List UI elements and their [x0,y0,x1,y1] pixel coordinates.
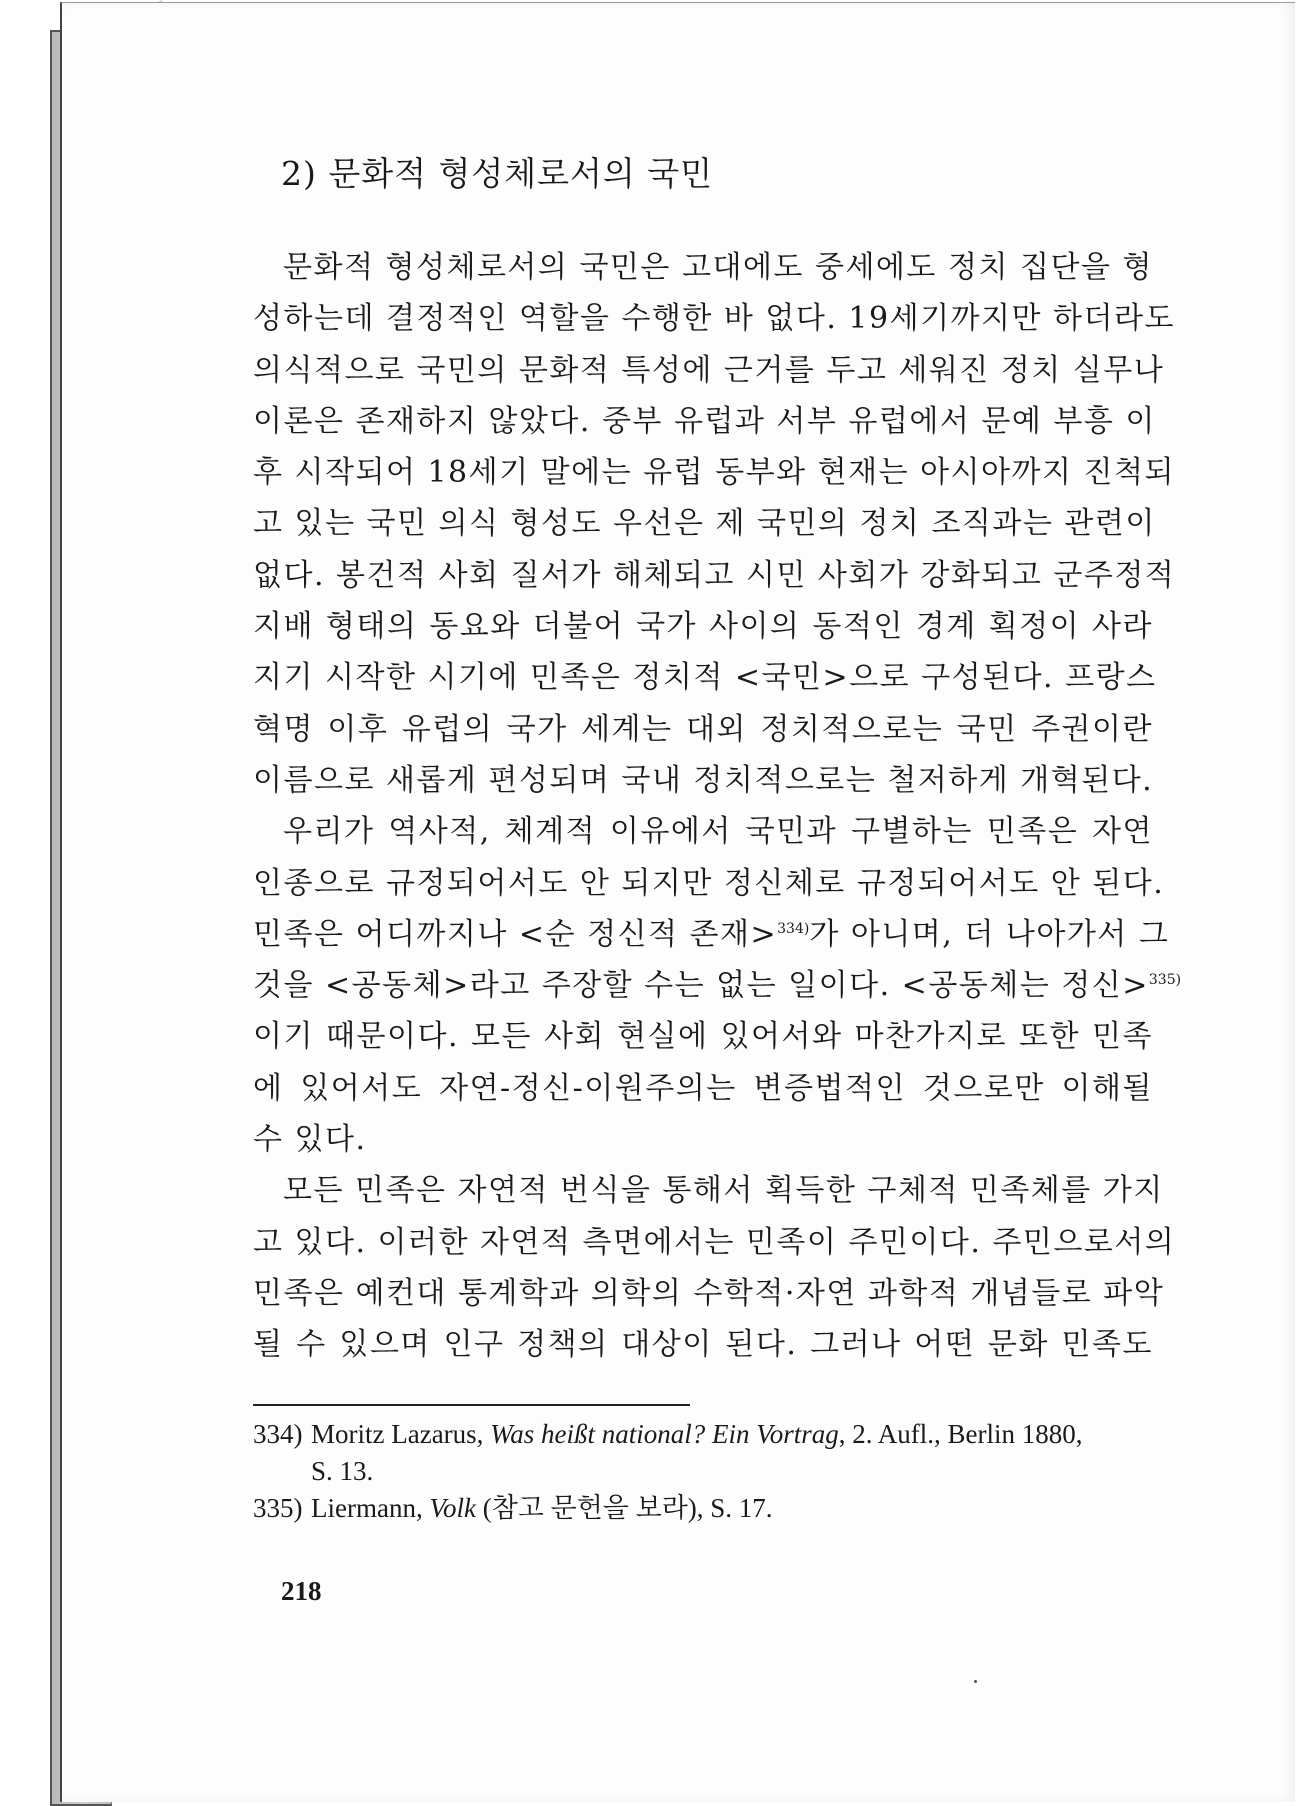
text-line: 의식적으로 국민의 문화적 특성에 근거를 두고 세워진 정치 실무나 [253,352,1165,388]
footnote-text: Liermann, [311,1493,430,1523]
text-segment: 가 아니며, 더 나아가서 그 [809,916,1170,952]
footnote-rule [253,1404,690,1406]
text-line: 없다. 봉건적 사회 질서가 해체되고 시민 사회가 강화되고 군주정적 [253,557,1176,593]
footnote-ref-334: 334) [777,920,810,937]
text-line: 지기 시작한 시기에 민족은 정치적 <국민>으로 구성된다. 프랑스 [253,660,1157,696]
text-line: 고 있다. 이러한 자연적 측면에서는 민족이 주민이다. 주민으로서의 [253,1224,1176,1260]
text-line: 될 수 있으며 인구 정책의 대상이 된다. 그러나 어떤 문화 민족도 [253,1327,1153,1363]
text-line: 인종으로 규정되어서도 안 되지만 정신체로 규정되어서도 안 된다. [253,865,1165,901]
footnote-334 [253,1416,1153,1490]
footnote-number: 335) [253,1493,303,1523]
section-heading: 2) 문화적 형성체로서의 국민 [281,154,713,193]
print-speck [974,1680,977,1683]
text-line: 모든 민족은 자연적 번식을 통해서 획득한 구체적 민족체를 가지 [283,1173,1164,1209]
footnote-ref-335: 335) [1148,972,1182,989]
text-line: 민족은 예컨대 통계학과 의학의 수학적·자연 과학적 개념들로 파악 [253,1275,1165,1311]
page-number: 218 [281,1576,322,1606]
footnote-continuation: S. 13. [311,1456,374,1486]
footnote-number: 334) [253,1419,303,1449]
text-line: 혁명 이후 유럽의 국가 세계는 대외 정치적으로는 국민 주권이란 [253,711,1153,747]
text-line: 문화적 형성체로서의 국민은 고대에도 중세에도 정치 집단을 형 [283,250,1153,285]
text-line: 에 있어서도 자연-정신-이원주의는 변증법적인 것으로만 이해될 [253,1070,1153,1106]
paragraph-3 [253,1165,1176,1370]
text-line: 후 시작되어 18세기 말에는 유럽 동부와 현재는 아시아까지 진척되 [253,455,1175,491]
footnote-title: Volk [429,1493,476,1523]
footnote-text: Moritz Lazarus, [311,1419,491,1449]
footnote-title: Was heißt national? Ein Vortrag [490,1419,839,1449]
text-segment: 것을 <공동체>라고 주장할 수는 없는 일이다. <공동체는 정신> [253,968,1149,1004]
text-line: 성하는데 결정적인 역할을 수행한 바 없다. 19세기까지만 하더라도 [253,301,1175,337]
paragraph-1 [253,242,1176,806]
text-line: 지배 형태의 동요와 더불어 국가 사이의 동적인 경계 획정이 사라 [253,609,1153,645]
text-line: 이기 때문이다. 모든 사회 현실에 있어서와 마찬가지로 또한 민족 [253,1019,1153,1055]
paragraph-2 [253,806,1182,1165]
text-line: 수 있다. [253,1122,367,1158]
text-line [253,909,1170,960]
page-body [253,150,1182,1371]
footnotes [253,1416,1153,1527]
footnote-335 [253,1490,1153,1527]
text-segment: 민족은 어디까지나 <순 정신적 존재> [253,916,778,952]
footnote-text: , 2. Aufl., Berlin 1880, [838,1419,1083,1449]
text-line: 우리가 역사적, 체계적 이유에서 국민과 구별하는 민족은 자연 [283,814,1153,850]
footnote-text: (참고 문헌을 보라), S. 17. [475,1493,773,1523]
text-line: 고 있는 국민 의식 형성도 우선은 제 국민의 정치 조직과는 관련이 [253,506,1156,542]
text-line [253,960,1182,1011]
text-line: 이론은 존재하지 않았다. 중부 유럽과 서부 유럽에서 문예 부흥 이 [253,403,1156,439]
text-line: 이름으로 새롭게 편성되며 국내 정치적으로는 철저하게 개혁된다. [253,762,1154,798]
